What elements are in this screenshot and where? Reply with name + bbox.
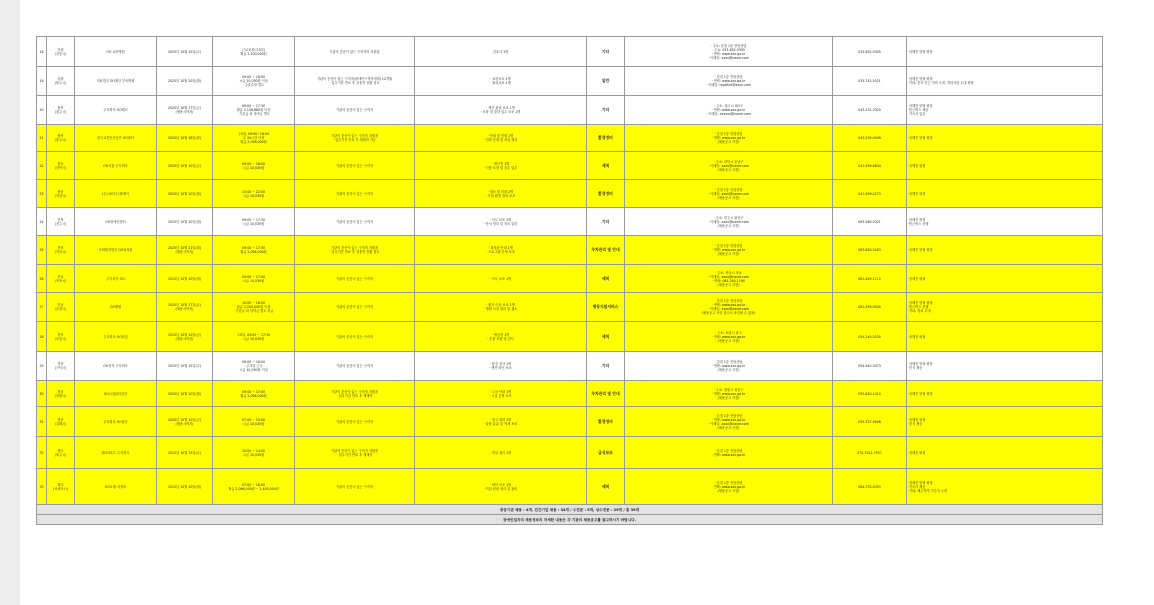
phone-number: 055-327-9808 — [833, 407, 907, 437]
job-description: 간호사 1명 — [415, 37, 587, 67]
table-row — [37, 265, 1103, 293]
job-description: · 품질 검사 1명 · 생산 라인 보조 — [415, 352, 587, 381]
company-name: OO식품 주식회사 — [75, 152, 157, 180]
phone-number: 055-840-1410 — [833, 381, 907, 407]
region-cell: 충남 (천안시) — [47, 152, 75, 180]
job-description: · 요양보호 1명 · 물리치료 1명 — [415, 67, 587, 96]
hiring-condition: 기관의 중증이 있는 구직자 — [295, 96, 415, 125]
company-name: 주식회사 OO — [75, 265, 157, 293]
region-cell: 충남 (아산시) — [47, 180, 75, 208]
job-description: · 객실 정리 1명 — [415, 437, 587, 469]
job-category-label: 세척 — [601, 333, 610, 339]
row-number: 23 — [37, 180, 47, 208]
notes-cell: ·상해진 양형 평형 ·중식 제공 — [907, 352, 1103, 381]
work-hours: 09:00 ~ 17:30 월급 2,156,880원 이상 · 기본급 외 상여금 별도 — [213, 96, 295, 125]
table-row — [37, 469, 1103, 505]
row-number: 31 — [37, 407, 47, 437]
work-hours: 근로조건(주5일) 월급 2,100,000원 — [213, 37, 295, 67]
contact-info: · 주소: 천안시 동남구 · 이메일: xxxx@naver.com (채용공고 사전) — [625, 152, 833, 180]
work-hours: 09:00 ~ 18:00 시급 10,030원 이상 · 주휴수당 별도 — [213, 67, 295, 96]
work-hours: 09:00 ~ 18:00 · 주 5일 근무 시급 10,030원 이상 — [213, 352, 295, 381]
job-category — [587, 180, 625, 208]
work-hours: 10:00 ~ 14:00 시급 10,030원 — [213, 437, 295, 469]
table-row — [37, 37, 1103, 67]
region-cell: 제주 (서귀포시) — [47, 469, 75, 505]
row-number: 24 — [37, 208, 47, 236]
phone-number: 041-559-6834 — [833, 152, 907, 180]
hiring-condition: 기관의 중증이 있는 구직자(장애인구직자에게) 12개월 · 업무기간 만료 후 상용직 전환 검토 — [295, 67, 415, 96]
row-number: 20 — [37, 96, 47, 125]
region-cell: 경남 (김해시) — [47, 407, 75, 437]
contact-info: · 본점 1층 전담상담 · 이메일: xxxx@naver.com (채용공고 사전) — [625, 180, 833, 208]
work-hours: 15:00 ~ 22:00 시급 10,030원 — [213, 180, 295, 208]
hiring-period: 2025년 10월 20일(월) — [157, 265, 213, 293]
job-category-label: 기타 — [601, 48, 610, 54]
job-description: · 환자 이송 보조 1명 · 병원 시설 정리 및 청소 — [415, 293, 587, 322]
work-hours: 주5일, 09:00 ~ 17:30 시급 10,030원 — [213, 322, 295, 352]
job-description: · 청소 및 미화 2명 · 사내 환경 정리 보조 — [415, 180, 587, 208]
contact-info: · 주소: 목포시 상동 · 이메일: xxxx@naver.com · 연락: 061-240-1190 (채용공고 사전) — [625, 265, 833, 293]
job-category — [587, 407, 625, 437]
company-name: 사회복지법인 OO복지관 — [75, 236, 157, 265]
region-cell: 경남 (창원시) — [47, 381, 75, 407]
job-description: · 생산직 1명 · 부품 조립 및 검사 — [415, 322, 587, 352]
hiring-condition: 기관의 중증이 있는 구직자 — [295, 265, 415, 293]
phone-number: 043-539-0049 — [833, 125, 907, 152]
work-hours: 09:00 ~ 17:30 시급 10,030원 — [213, 208, 295, 236]
job-description: · 생산 관리 보조 1명 · 포장 및 출하 업무 보조 1명 — [415, 96, 587, 125]
table-row — [37, 381, 1103, 407]
work-hours: 10:00 ~ 16:00 월급 2,200,000원 이상 · 기본급 외 상여금 별도 지급 — [213, 293, 295, 322]
row-number: 28 — [37, 322, 47, 352]
hiring-condition: 기관의 중증이 있는 구직자 지원을 · 업무기간 만료 후 재계약 — [295, 381, 415, 407]
work-hours: 주5일, 09:00~18:00 주 30시간 이상 월급 2,096,000원 — [213, 125, 295, 152]
region-cell: 전북 (전주시) — [47, 208, 75, 236]
region-cell: 전남 (순천시) — [47, 293, 75, 322]
job-category-label: 환경정비 — [598, 190, 613, 196]
table-row — [37, 322, 1103, 352]
job-category-label: 기타 — [601, 107, 610, 112]
phone-number: 041-559-4273 — [833, 180, 907, 208]
company-name: OO호텔 서귀포 — [75, 469, 157, 505]
job-category-label: 기타 — [601, 218, 610, 224]
work-hours: 09:00 ~ 17:30 월급 2,096,000원 — [213, 236, 295, 265]
hiring-condition: 기관의 중증이 있는 구직자 — [295, 469, 415, 505]
hiring-period: 2025년 10월 21일(화) (채용시까지) — [157, 236, 213, 265]
phone-number: 054-240-0230 — [833, 322, 907, 352]
region-cell: 강원 (원주시) — [47, 67, 75, 96]
contact-info: · 주소: 본점 1층 전담상담 · 주요: 033-652-0305 · 연락: www.xxx.go.kr · 이메일: xxxx@naver.com — [625, 37, 833, 67]
hiring-period: 2025년 10월 28일(화) — [157, 125, 213, 152]
hiring-period: 2025년 10월 20일(월) — [157, 208, 213, 236]
job-category — [587, 322, 625, 352]
hiring-condition: 기관의 중증이 있는 구직자 지원을 · 업무기간 만료 후 재계약 — [295, 437, 415, 469]
hiring-period: 2025년 10월 15일(수) — [157, 437, 213, 469]
hiring-period: 2025년 10월 15일(수) — [157, 352, 213, 381]
job-category-label: 세척 — [601, 275, 610, 281]
hiring-condition: 기관의 중증이 있는 구직자의 지원을 — [295, 37, 415, 67]
work-hours: 07:00 ~ 15:00 시급 10,030원 — [213, 407, 295, 437]
job-description: · 세탁 보조 1명 · 객실 린넨 정리 및 관리 — [415, 469, 587, 505]
region-cell: 강원 (강릉시) — [47, 37, 75, 67]
job-category-label: 환경정비 — [598, 418, 613, 424]
job-description: · 사무 보조 1명 — [415, 265, 587, 293]
company-name: OO리조트 주식회사 — [75, 437, 157, 469]
company-name: 의료법인 OO재단 부속병원 — [75, 67, 157, 96]
company-name: 주식회사 OO산업 — [75, 322, 157, 352]
job-description: · 안내 및 민원 1명 · 전화 응대 및 서류 정리 — [415, 125, 587, 152]
job-description: · 복지관 안내 1명 · 프로그램 운영 보조 — [415, 236, 587, 265]
job-category — [587, 293, 625, 322]
hiring-condition: 기관의 중증이 있는 구직자 — [295, 407, 415, 437]
row-number: 29 — [37, 352, 47, 381]
table-row — [37, 180, 1103, 208]
job-category-label: 기타 — [601, 363, 610, 368]
contact-info: · 주소: 전주시 완산구 · 이메일: xxxx@naver.com (채용공고 사전) — [625, 208, 833, 236]
region-cell: 경북 (포항시) — [47, 322, 75, 352]
notes-cell: ·상해진 평형 ·통근버스 운행 — [907, 208, 1103, 236]
phone-number: 033-652-0305 — [833, 37, 907, 67]
job-category — [587, 96, 625, 125]
hiring-period: 2025년 10월 20일(월) — [157, 67, 213, 96]
job-category — [587, 67, 625, 96]
region-cell: 충북 (충주시) — [47, 125, 75, 152]
company-name: 한국교통안전공단 OO센터 — [75, 125, 157, 152]
hiring-period: 2025년 10월 10일(금) — [157, 152, 213, 180]
contact-info: · 주소: 청주시 OO구 · 연락: www.xxx.go.kr · 이메일: xxxxxx@naver.com — [625, 96, 833, 125]
table-row — [37, 96, 1103, 125]
phone-number: 033-741-5521 — [833, 67, 907, 96]
company-name: (주) OO디스플레이 — [75, 180, 157, 208]
hiring-condition: 기관의 중증이 있는 구직자 — [295, 152, 415, 180]
job-category — [587, 265, 625, 293]
phone-number: 070-7922-7937 — [833, 437, 907, 469]
job-category — [587, 437, 625, 469]
hiring-period: 2025년 10월 10일(금) (채용시까지) — [157, 322, 213, 352]
job-category-label: 주차관리 및 안내 — [591, 390, 620, 396]
hiring-condition: 기관의 중증이 있는 구직자 — [295, 180, 415, 208]
company-name: OO 요양병원 — [75, 37, 157, 67]
contact-info: · 주소: 창원시 성산구 · 연락: www.xxx.go.kr (채용공고 사전) — [625, 381, 833, 407]
job-description: · 생산직 1명 · 식품 포장 및 검수 업무 — [415, 152, 587, 180]
table-row — [37, 152, 1103, 180]
job-category-label: 급식보조 — [598, 449, 613, 455]
job-category — [587, 381, 625, 407]
contact-info: · 주소: 포항시 남구 · 연락: www.xxx.go.kr (채용공고 사전) — [625, 322, 833, 352]
notes-cell: ·상해진 양형 평형 — [907, 125, 1103, 152]
phone-number: 063-560-0321 — [833, 208, 907, 236]
contact-info: · 본점 1층 전담상담 · 연락: www.xxx.go.kr · 이메일: xxxx@naver.com (채용공고 사전 접수시 마감될 수 있음) — [625, 293, 833, 322]
job-description: · 창고 정리 1명 · 물품 분류 및 적재 보조 — [415, 407, 587, 437]
work-hours: 09:00 ~ 18:00 시급 10,030원 — [213, 152, 295, 180]
job-category-label: 환경정비 — [598, 135, 613, 140]
hiring-period: 2025년 10월 15일(수) — [157, 37, 213, 67]
phone-number: 064-733-0353 — [833, 469, 907, 505]
table-row — [37, 208, 1103, 236]
legend-row: 장애인일자리 채용정보의 자세한 내용은 각 기관의 채용공고를 참고하시기 바랍니다. — [37, 515, 1103, 525]
phone-number: 063-850-5003 — [833, 236, 907, 265]
notes-cell: ·상해진 평형 ·중식 제공 — [907, 407, 1103, 437]
table-row — [37, 236, 1103, 265]
hiring-condition: 기관의 중증이 있는 구직자 지원을 · 업무기간 만료 후 재계약 가능 — [295, 125, 415, 152]
notes-cell: ·상해진 평형 — [907, 322, 1103, 352]
table-row — [37, 125, 1103, 152]
notes-cell: ·상해진 양형 평형 ·통근버스 제공 ·기숙사 있음 — [907, 96, 1103, 125]
notes-cell: ·상해진 양형 평형 ·기타: 본사 인근 지역 우대, 경력사항 우대 평형 — [907, 67, 1103, 96]
job-category — [587, 152, 625, 180]
hiring-condition: 기관의 중증이 있는 구직자 — [295, 352, 415, 381]
hiring-period: 2025년 10월 20일(월) — [157, 381, 213, 407]
contact-info: · 본점 1층 전담상담 · 연락: www.xxx.go.kr (채용공고 사전) — [625, 125, 833, 152]
work-hours: 07:00 ~ 16:00 월급 2,096,000원 ~ 2,400,000원 — [213, 469, 295, 505]
hiring-condition: 기관의 중증이 있는 구직자 지원을 · 업무기간 만료 후 상용직 전환 검토 — [295, 236, 415, 265]
company-name: OO전자 주식회사 — [75, 352, 157, 381]
job-listing-table — [36, 36, 1103, 525]
table-row — [37, 293, 1103, 322]
contact-info: · 본점 1층 전담상담 · 연락: www.xxx.go.kr · 이메일: xxxx@naver.com (채용공고 사전) — [625, 407, 833, 437]
notes-cell: ·상해진 평형 — [907, 152, 1103, 180]
hiring-condition: 기관의 중증이 있는 구직자 — [295, 208, 415, 236]
row-number: 25 — [37, 236, 47, 265]
job-category-label: 일반 — [601, 78, 610, 83]
company-name: OO병원 — [75, 293, 157, 322]
phone-number: 061-959-9540 — [833, 293, 907, 322]
contact-info: · 본점 1층 전담상담 · 연락: www.xxx.go.kr · 이메일: hjoaflnd@xxxx.com — [625, 67, 833, 96]
job-category — [587, 37, 625, 67]
hiring-condition: 기관의 중증이 있는 구직자 — [295, 322, 415, 352]
company-name: 주식회사 OO테크 — [75, 96, 157, 125]
table-row — [37, 437, 1103, 469]
notes-cell: ·상해진 양형 평형 — [907, 37, 1103, 67]
row-number: 33 — [37, 469, 47, 505]
notes-cell: ·상해진 평형 — [907, 437, 1103, 469]
contact-info: · 본점 1층 전담상담 · 연락: www.xxx.go.kr (채용공고 사전) — [625, 236, 833, 265]
notes-cell: ·상해진 양형 평형 ·기숙사 제공 ·기타: 제주지역 거주자 우대 — [907, 469, 1103, 505]
job-category-label: 주차관리 및 안내 — [591, 247, 620, 252]
region-cell: 충북 (청주시) — [47, 96, 75, 125]
job-category-label: 세척 — [601, 162, 610, 168]
region-cell: 전남 (목포시) — [47, 265, 75, 293]
hiring-period: 2025년 10월 17일(금) (채용시까지) — [157, 293, 213, 322]
row-number: 32 — [37, 437, 47, 469]
table-row — [37, 407, 1103, 437]
job-category-label: 세척 — [601, 483, 610, 489]
notes-cell: ·상해진 평형 — [907, 180, 1103, 208]
job-description: · 주차 안내 1명 · 시설 순찰 보조 — [415, 381, 587, 407]
contact-info: · 본점 1층 전담상담 · 연락: www.xxx.go.kr (채용공고 사전) — [625, 352, 833, 381]
row-number: 27 — [37, 293, 47, 322]
document-page — [20, 0, 1154, 605]
job-category — [587, 469, 625, 505]
row-number: 22 — [37, 152, 47, 180]
region-cell: 경북 (구미시) — [47, 352, 75, 381]
hiring-condition: 기관의 중증이 있는 구직자 — [295, 293, 415, 322]
job-category — [587, 236, 625, 265]
work-hours: 09:00 ~ 17:00 월급 2,096,000원 — [213, 381, 295, 407]
row-number: 19 — [37, 67, 47, 96]
company-name: OO장애인센터 — [75, 208, 157, 236]
job-category — [587, 125, 625, 152]
row-number: 21 — [37, 125, 47, 152]
region-cell: 제주 (제주시) — [47, 437, 75, 469]
company-name: 주식회사 OO물산 — [75, 407, 157, 437]
work-hours: 09:00 ~ 17:00 시급 10,030원 — [213, 265, 295, 293]
table-row — [37, 67, 1103, 96]
notes-cell: ·상해진 양형 평형 — [907, 236, 1103, 265]
row-number: 26 — [37, 265, 47, 293]
hiring-period: 2025년 10월 10일(금) (채용시까지) — [157, 407, 213, 437]
hiring-period: 2025년 10월 17일(금) (채용시까지) — [157, 96, 213, 125]
phone-number: 054-940-0473 — [833, 352, 907, 381]
job-category-label: 병동지원서비스 — [592, 304, 619, 309]
region-cell: 전북 (익산시) — [47, 236, 75, 265]
job-category — [587, 352, 625, 381]
phone-number: 061-449-1110 — [833, 265, 907, 293]
phone-number: 043-231-3320 — [833, 96, 907, 125]
table-row — [37, 352, 1103, 381]
row-number: 30 — [37, 381, 47, 407]
contact-info: · 본점 1층 전담상담 · 연락: www.xxx.go.kr (채용공고 사전) — [625, 469, 833, 505]
summary-row: 중증기관 채용 : 4개, 민간기업 채용 : 34개 / 수전문 : 5개, 상수전문 : 29개 / 총 39개 — [37, 505, 1103, 515]
job-description: · 사무 보조 1명 · 문서 정리 및 자료 입력 — [415, 208, 587, 236]
company-name: OO시설관리공단 — [75, 381, 157, 407]
hiring-period: 2025년 10월 20일(월) — [157, 469, 213, 505]
job-category — [587, 208, 625, 236]
notes-cell: ·상해진 양형 평형 ·통근버스 운행 ·기타: 경력 우대 — [907, 293, 1103, 322]
notes-cell: ·상해진 평형 — [907, 265, 1103, 293]
hiring-period: 2025년 10월 20일(월) — [157, 180, 213, 208]
contact-info: · 본점 1층 전담상담 · 연락: www.xxx.go.kr — [625, 437, 833, 469]
notes-cell: ·상해진 양형 평형 — [907, 381, 1103, 407]
row-number: 18 — [37, 37, 47, 67]
